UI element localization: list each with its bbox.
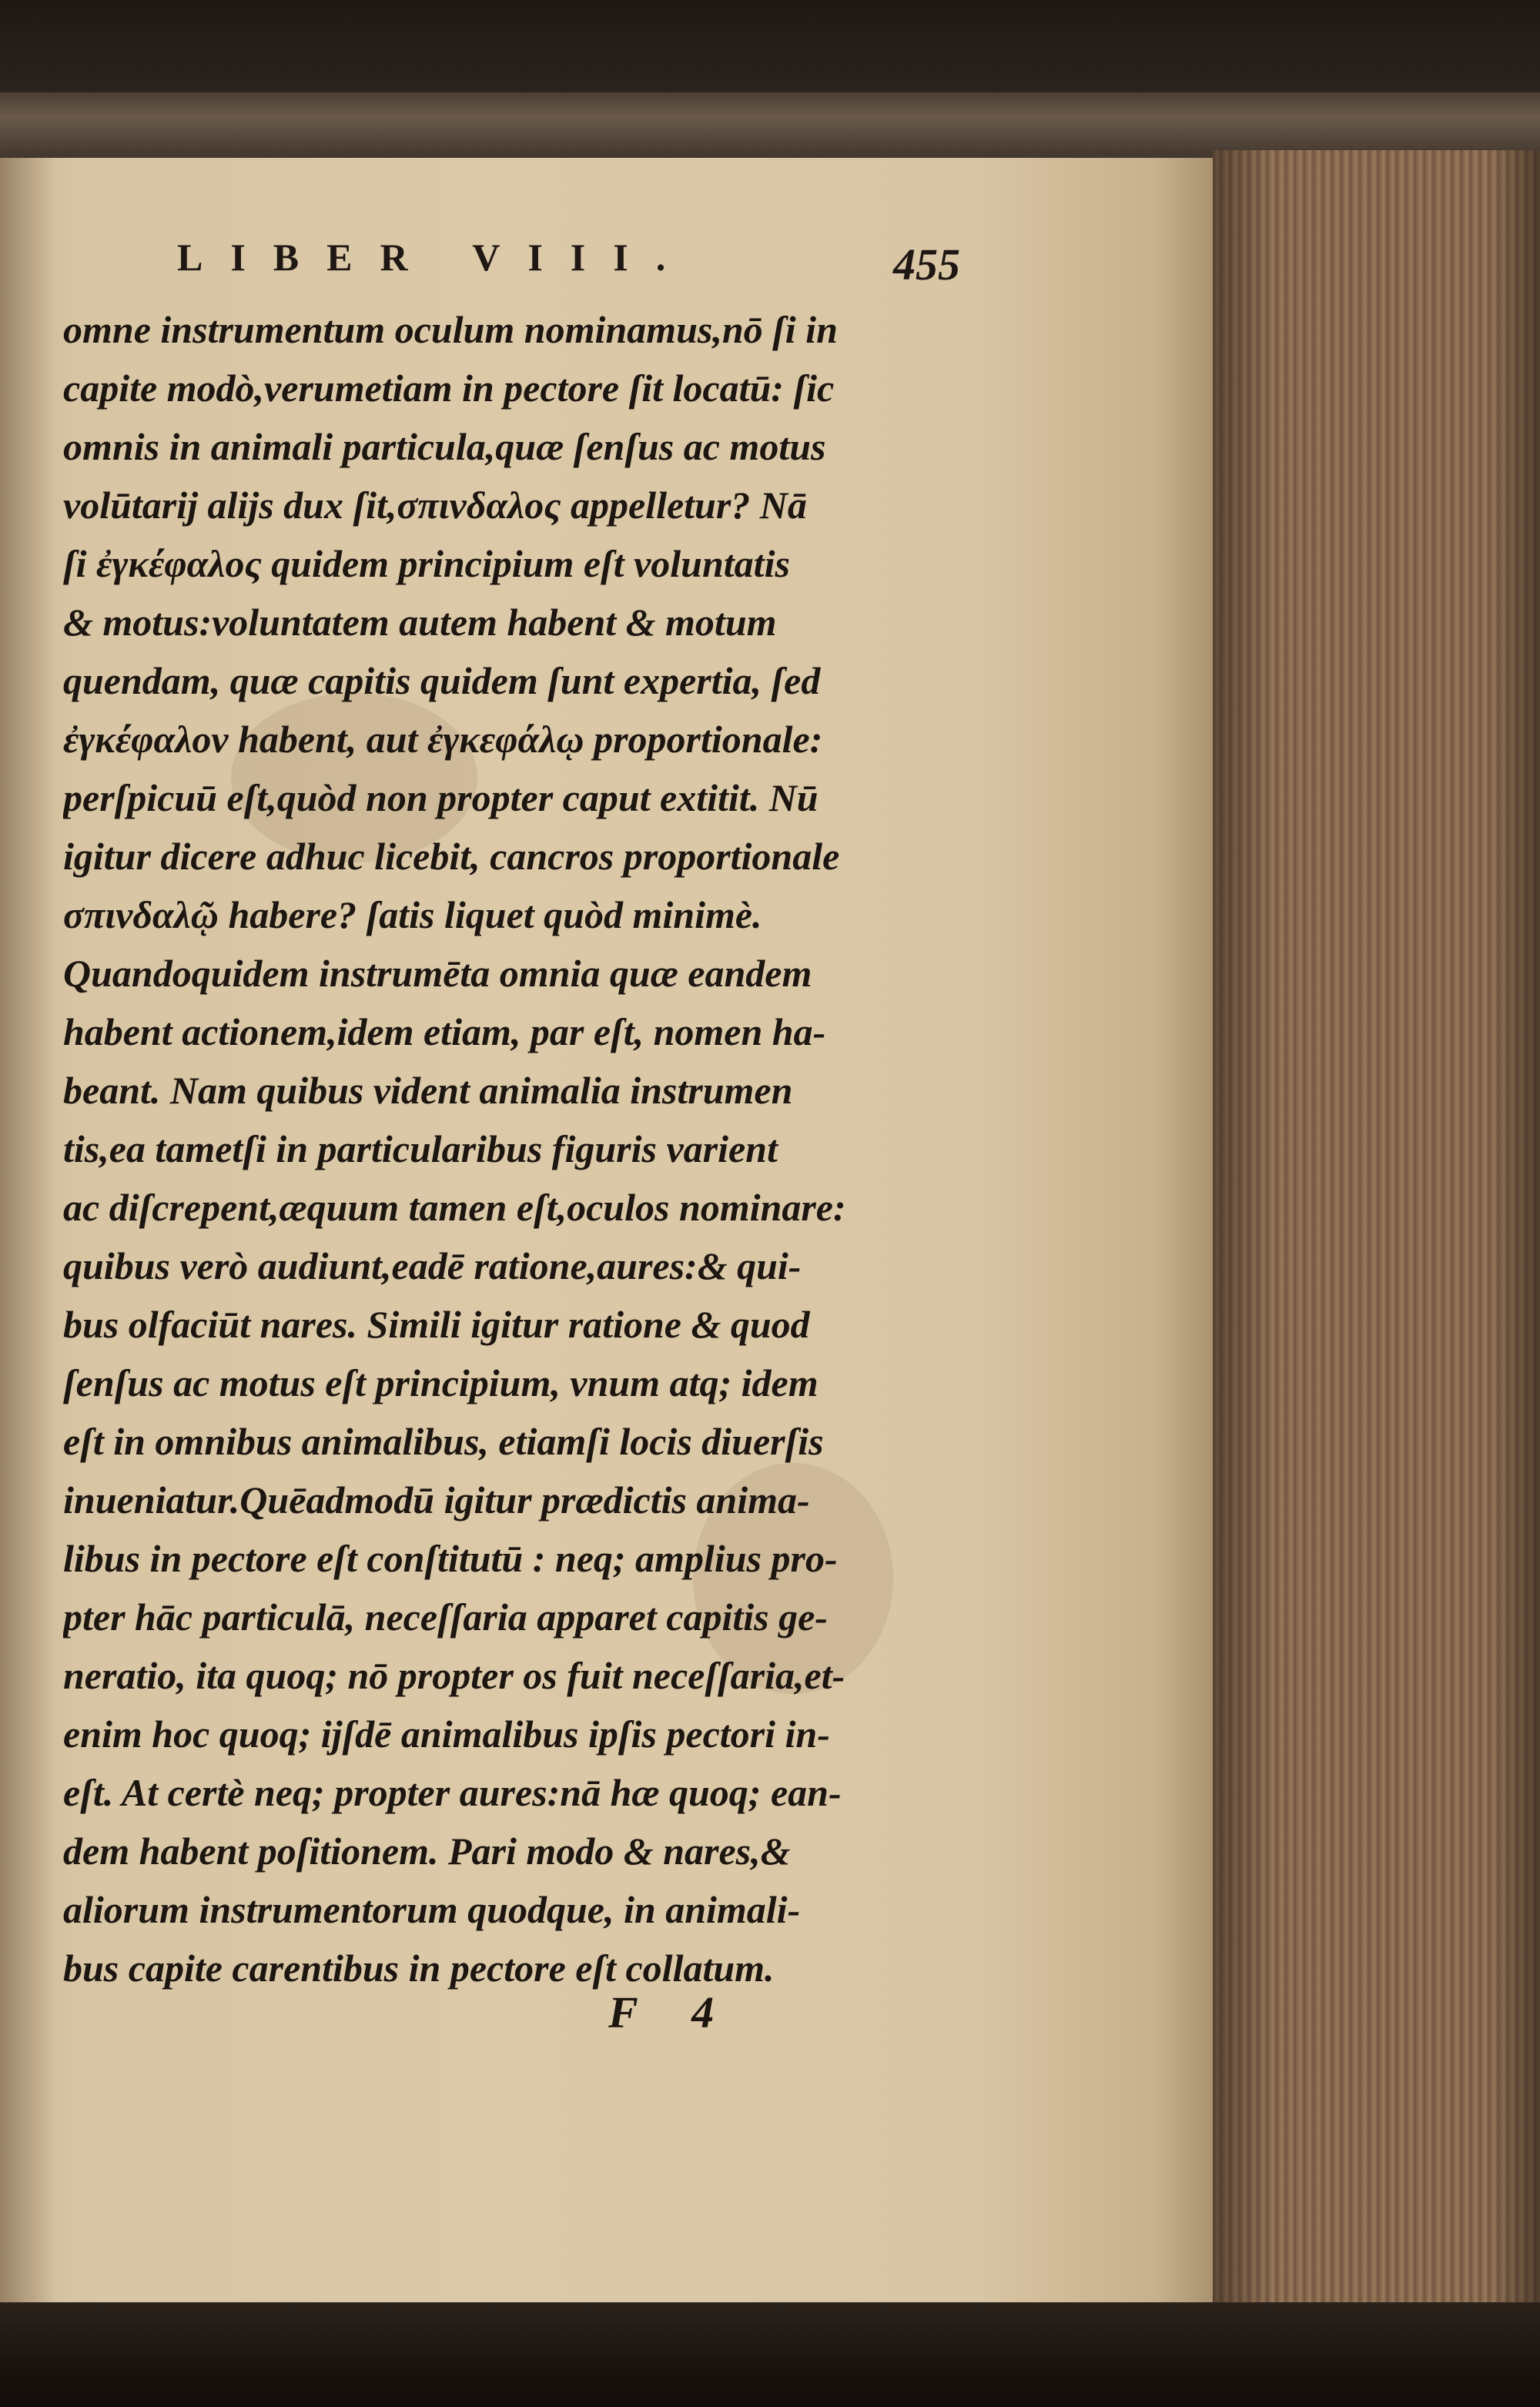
text-line: bus capite carentibus in pectore eſt collatum. — [63, 1947, 775, 1990]
text-line: inueniatur.Quēadmodū igitur prædictis anima- — [63, 1478, 810, 1522]
text-line: eſt. At certè neq; propter aures:nā hæ quoq; ean- — [63, 1771, 842, 1814]
text-line: habent actionem,idem etiam, par eſt, nomen ha- — [63, 1010, 826, 1053]
text-line: ἐγκέφαλον habent, aut ἐγκεφάλῳ proportionale: — [63, 718, 823, 761]
page-number: 455 — [893, 239, 960, 290]
text-line: quibus verò audiunt,eadē ratione,aures:& qui- — [63, 1244, 802, 1287]
fore-edge-shadow — [1213, 150, 1540, 2314]
text-line: libus in pectore eſt conſtitutū : neq; amplius pro- — [63, 1537, 838, 1580]
text-line: igitur dicere adhuc licebit, cancros proportionale — [63, 835, 840, 878]
text-line: ſi ἐγκέφαλος quidem principium eſt voluntatis — [63, 542, 790, 585]
text-block — [63, 300, 949, 2017]
text-line: dem habent poſitionem. Pari modo & nares,& — [63, 1830, 791, 1873]
text-line: capite modò,verumetiam in pectore ſit locatū: ſic — [63, 367, 835, 410]
text-line: enim hoc quoq; ijſdē animalibus ipſis pectori in- — [63, 1712, 830, 1756]
text-line: perſpicuū eſt,quòd non propter caput extitit. Nū — [63, 776, 819, 819]
text-line: σπινδαλῷ habere? ſatis liquet quòd minimè. — [63, 893, 762, 936]
text-line: Quandoquidem instrumēta omnia quæ eandem — [63, 952, 812, 995]
page-gutter-shadow — [0, 158, 54, 2306]
text-line: omnis in animali particula,quæ ſenſus ac motus — [63, 425, 826, 468]
text-line: & motus:voluntatem autem habent & motum — [63, 601, 777, 644]
text-line: ac diſcrepent,æquum tamen eſt,oculos nominare: — [63, 1186, 846, 1229]
running-head: LIBER VIII. — [177, 236, 694, 279]
text-line: ſenſus ac motus eſt principium, vnum atq; idem — [63, 1361, 819, 1404]
text-line: neratio, ita quoq; nō propter os fuit neceſſaria,et- — [63, 1654, 845, 1697]
text-line: tis,ea tametſi in particularibus figuris varient — [63, 1127, 778, 1170]
background-bottom — [0, 2302, 1540, 2407]
text-line: omne instrumentum oculum nominamus,nō ſi in — [63, 308, 838, 351]
text-line: aliorum instrumentorum quodque, in animali- — [63, 1888, 801, 1931]
text-line: volūtarij alijs dux ſit,σπινδαλος appelletur? Nā — [63, 484, 807, 527]
text-line: eſt in omnibus animalibus, etiamſi locis diuerſis — [63, 1420, 824, 1463]
text-line: pter hāc particulā, neceſſaria apparet capitis ge- — [63, 1595, 828, 1639]
signature-mark: F 4 — [608, 1987, 736, 2037]
text-line: quendam, quæ capitis quidem ſunt expertia, ſed — [63, 659, 821, 702]
text-line: beant. Nam quibus vident animalia instrumen — [63, 1069, 793, 1112]
text-line: bus olfaciūt nares. Simili igitur ratione & quod — [63, 1303, 810, 1346]
